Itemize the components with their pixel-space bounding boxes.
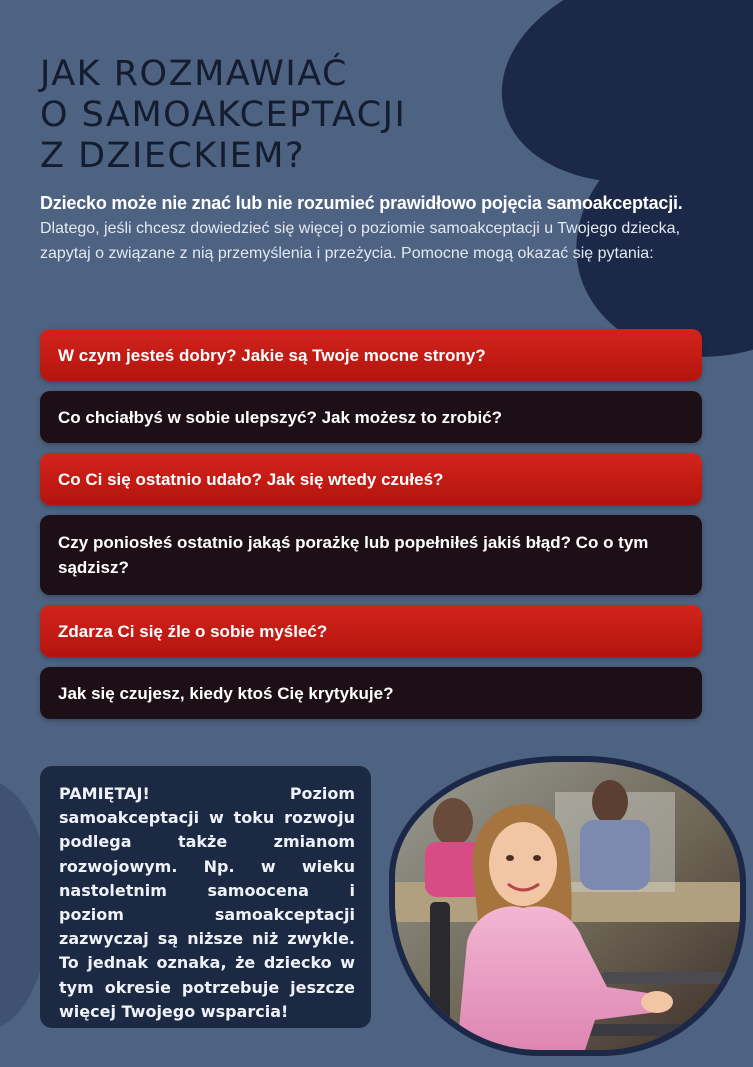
question-item [40,667,702,719]
question-item [40,605,702,657]
remember-box [40,766,371,1028]
title-line-1: JAK ROZMAWIAĆ [40,54,348,94]
question-text: Jak się czujesz, kiedy ktoś Cię krytykuje? [58,683,394,703]
question-item [40,515,702,595]
intro-paragraph [40,191,712,266]
question-text: Co chciałbyś w sobie ulepszyć? Jak możesz to zrobić? [58,407,503,427]
intro-body: Dlatego, jeśli chcesz dowiedzieć się więcej o poziomie samoakceptacji u Twojego dziecka, zapytaj o związane z nią przemyślenia i przeżycia. Pomocne mogą okazać się pytania: [40,220,681,262]
question-item [40,453,702,505]
photo-illustration [395,762,740,1050]
question-list [40,329,702,729]
question-text: Zdarza Ci się źle o sobie myśleć? [58,621,328,641]
question-text: Co Ci się ostatnio udało? Jak się wtedy czułeś? [58,469,444,489]
girl-in-wheelchair-photo [395,762,740,1050]
title-line-2: O SAMOAKCEPTACJI [40,95,407,135]
question-text: Czy poniosłeś ostatnio jakąś porażkę lub popełniłeś jakiś błąd? Co o tym sądzisz? [58,533,649,577]
remember-text: PAMIĘTAJ! Poziom samoakceptacji w toku rozwoju podlega także zmianom rozwojowym. Np. w wieku nastoletnim samoocena i poziom samoakceptacji zazwyczaj są niższe niż zwykle. To jednak oznaka, że dziecko w tym okresie potrzebuje jeszcze więcej Twojego wsparcia! [59,784,355,1021]
title-line-3: Z DZIECKIEM? [40,136,306,176]
question-item [40,391,702,443]
question-item [40,329,702,381]
page-title [40,54,560,177]
intro-lead: Dziecko może nie znać lub nie rozumieć prawidłowo pojęcia samoakceptacji. [40,193,683,213]
question-text: W czym jesteś dobry? Jakie są Twoje mocne strony? [58,345,486,365]
